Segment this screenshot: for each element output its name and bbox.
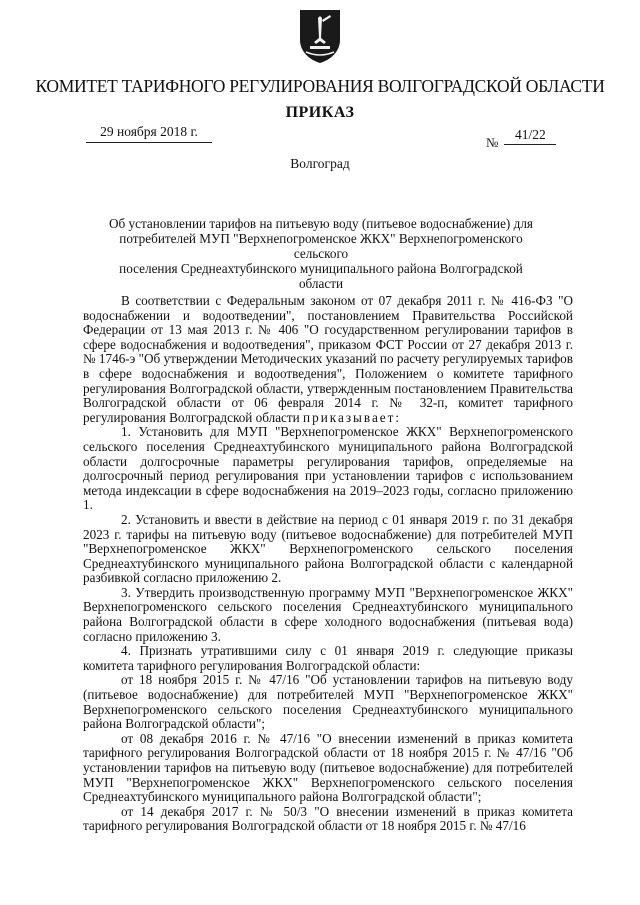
clause-4-subitem: от 18 ноября 2015 г. № 47/16 "Об установлении тарифов на питьевую воду (питьевое водоснабжение) для потребителей МУП "Верхнепогроменское ЖКХ" Верхнепогроменского сельского поселения Среднеахтубинского муниципального района Волгоградской области"; <box>83 672 573 732</box>
clause-4: 4. Признать утратившими силу с 01 января 2019 г. следующие приказы комитета тарифного регулирования Волгоградской области: <box>83 643 573 673</box>
clause-3: 3. Утвердить производственную программу МУП "Верхнепогроменское ЖКХ" Верхнепогроменского сельского поселения Среднеахтубинского муниципального района Волгоградской области в сфере холодного водоснабжения (питьевая вода) согласно приложению 3. <box>83 584 573 644</box>
coat-of-arms-icon <box>296 8 344 64</box>
clause-4-subitem: от 08 декабря 2016 г. № 47/16 "О внесении изменений в приказ комитета тарифного регулирования Волгоградской области от 18 ноября 2015 г. № 47/16 "Об установлении тарифов на питьевую воду (питьевое водоснабжение) для потребителей МУП "Верхнепогроменское ЖКХ" Верхнепогроменского сельского поселения Среднеахтубинского муниципального района Волгоградской области"; <box>83 730 573 805</box>
order-number-block <box>486 127 556 150</box>
subject-line: поселения Среднеахтубинского муниципального района Волгоградской области <box>119 261 523 291</box>
order-date: 29 ноября 2018 г. <box>86 124 212 143</box>
coat-of-arms-shield <box>296 8 344 64</box>
order-number: 41/22 <box>504 127 556 145</box>
preamble-text: В соответствии с Федеральным законом от 07 декабря 2011 г. № 416-ФЗ "О водоснабжении и водоотведении", постановлением Правительства Российской Федерации от 13 мая 2013 г. № 406 "О государственном регулировании тарифов в сфере водоснабжения и водоотведения", приказом ФСТ России от 27 декабря 2013 г. № 1746-э "Об утверждении Методических указаний по расчету регулируемых тарифов в сфере водоснабжения и водоотведения", Положением о комитете тарифного регулирования Волгоградской области, утвержденным постановлением Правительства Волгоградской области от 06 февраля 2014 г. № 32-п, комитет тарифного регулирования Волгоградской области <box>83 293 573 425</box>
preamble-paragraph <box>83 294 573 425</box>
committee-name: КОМИТЕТ ТАРИФНОГО РЕГУЛИРОВАНИЯ ВОЛГОГРАДСКОЙ ОБЛАСТИ <box>35 76 605 96</box>
clause-1: 1. Установить для МУП "Верхнепогроменское ЖКХ" Верхнепогроменского сельского поселения Среднеахтубинского муниципального района Волгоградской области долгосрочные параметры регулирования тарифов, определяемые на долгосрочный период регулирования при установлении тарифов с использованием метода индексации в сфере водоснабжения на 2019–2023 годы, согласно приложению 1. <box>83 424 573 513</box>
clause-2: 2. Установить и ввести в действие на период с 01 января 2019 г. по 31 декабря 2023 г. тарифы на питьевую воду (питьевое водоснабжение) для потребителей МУП "Верхнепогроменское ЖКХ" Верхнепогроменского сельского поселения Среднеахтубинского муниципального района Волгоградской области с календарной разбивкой согласно приложению 2. <box>83 511 573 586</box>
order-body <box>83 294 573 834</box>
clause-4-subitem: от 14 декабря 2017 г. № 50/3 "О внесении изменений в приказ комитета тарифного регулирования Волгоградской области от 18 ноября 2015 г. № 47/16 <box>83 803 573 834</box>
subject-line: потребителей МУП "Верхнепогроменское ЖКХ" Верхнепогроменского сельского <box>119 231 523 261</box>
order-subject <box>96 216 546 291</box>
number-sign: № <box>486 135 499 150</box>
decree-word: приказывает: <box>303 409 402 425</box>
subject-line: Об установлении тарифов на питьевую воду (питьевое водоснабжение) для <box>109 216 533 231</box>
city-name: Волгоград <box>290 156 350 171</box>
order-title: ПРИКАЗ <box>285 104 355 121</box>
